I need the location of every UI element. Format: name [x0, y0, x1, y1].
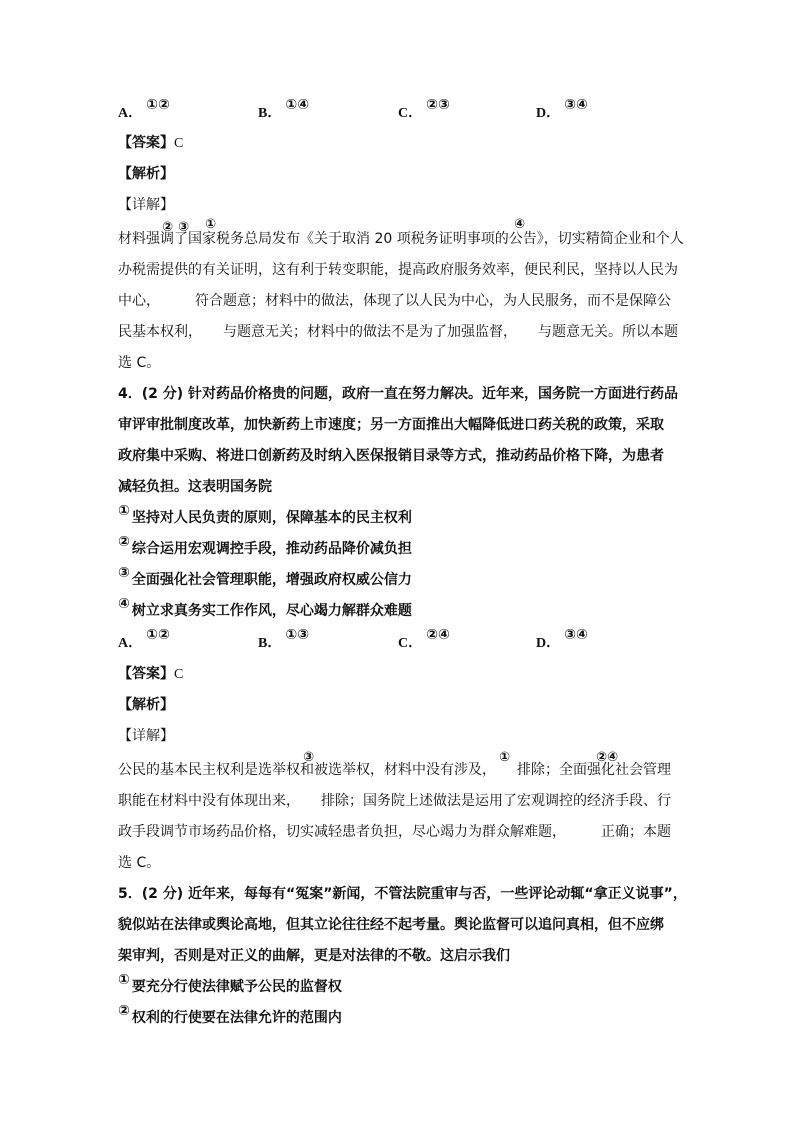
statement-number: ④ [118, 596, 130, 612]
answer-value: C [174, 667, 184, 682]
q5-stem-line: 5．(2 分) 近年来，每每有“冤案”新闻，不管法院重审与否，一些评论动辄“拿正义说事”， [118, 886, 687, 902]
q3-mark-4: ④ [514, 217, 526, 232]
q4-stem-line: 减轻负担。这表明国务院 [118, 479, 272, 495]
statement-text: 树立求真务实工作作风，尽心竭力解群众难题 [131, 603, 412, 619]
q4-detail-label: 【详解】 [118, 728, 174, 744]
option-letter: B． [258, 106, 282, 121]
q3-option-c [398, 97, 450, 124]
option-letter: D． [536, 106, 561, 121]
q4-statement-1 [118, 503, 412, 528]
option-letter: A． [118, 106, 143, 121]
statement-number: ① [118, 972, 130, 988]
q4-mark-1: ① [499, 750, 511, 765]
q4-statement-3 [118, 565, 412, 590]
q4-option-a [118, 627, 170, 654]
q3-detail-line: 民基本权利， 与题意无关；材料中的做法不是为了加强监督， 与题意无关。所以本题 [118, 324, 678, 340]
statement-number: ① [118, 503, 130, 519]
statement-number: ② [118, 1003, 130, 1019]
statement-number: ② [118, 534, 130, 550]
q3-answer [118, 133, 183, 154]
option-numbers: ②③ [426, 97, 450, 113]
q4-answer [118, 664, 183, 685]
q4-detail-line: 政手段调节市场药品价格，切实减轻患者负担，尽心竭力为群众解难题， 正确；本题 [118, 824, 671, 840]
option-numbers: ①② [146, 627, 170, 643]
statement-text: 要充分行使法律赋予公民的监督权 [131, 979, 342, 995]
q3-option-a [118, 97, 170, 124]
q4-detail-line: 选 C。 [118, 855, 161, 871]
statement-text: 坚持对人民负责的原则，保障基本的民主权利 [131, 510, 412, 526]
statement-text: 全面强化社会管理职能，增强政府权威公信力 [131, 572, 412, 588]
answer-value: C [174, 136, 184, 151]
option-numbers: ①③ [285, 627, 310, 643]
option-letter: C． [398, 106, 423, 121]
option-letter: D． [536, 636, 561, 651]
q4-mark-2-4: ②④ [596, 750, 619, 765]
q4-analysis-label: 【解析】 [118, 697, 174, 713]
option-numbers: ③④ [564, 97, 588, 113]
option-numbers: ①② [146, 97, 170, 113]
answer-label: 【答案】 [118, 135, 174, 151]
statement-text: 权利的行使要在法律允许的范围内 [131, 1010, 342, 1026]
option-numbers: ②④ [426, 627, 450, 643]
statement-number: ③ [118, 565, 130, 581]
q4-option-b [258, 627, 310, 654]
option-letter: A． [118, 636, 143, 651]
q4-detail-line: 职能在材料中没有体现出来， 排除；国务院上述做法是运用了宏观调控的经济手段、行 [118, 793, 671, 809]
q4-stem-line: 政府集中采购、将进口创新药及时纳入医保报销目录等方式，推动药品价格下降，为患者 [118, 448, 664, 464]
q3-detail-label: 【详解】 [118, 197, 174, 213]
q4-option-d [536, 627, 588, 654]
q3-mark-1: ① [205, 217, 217, 232]
q3-detail-line: 办税需提供的有关证明，这有利于转变职能，提高政府服务效率，便民利民，坚持以人民为 [118, 262, 678, 278]
q3-detail-line: 材料强调了国家税务总局发布《关于取消 20 项税务证明事项的公告》，切实精简企业和个人 [118, 231, 684, 247]
q3-detail-line: 中心， 符合题意；材料中的做法，体现了以人民为中心，为人民服务，而不是保障公 [118, 293, 671, 309]
q5-stem-line: 貌似站在法律或舆论高地，但其立论往往经不起考量。舆论监督可以追问真相，但不应绑 [118, 917, 664, 933]
q3-mark-2: ② [162, 220, 174, 235]
q3-mark-3: ③ [178, 220, 190, 235]
q4-detail-line: 公民的基本民主权利是选举权和被选举权，材料中没有涉及， 排除；全面强化社会管理 [118, 762, 671, 778]
q4-option-c [398, 627, 450, 654]
option-numbers: ①④ [285, 97, 310, 113]
statement-text: 综合运用宏观调控手段，推动药品降价减负担 [131, 541, 412, 557]
q3-option-d [536, 97, 588, 124]
q3-analysis-label: 【解析】 [118, 166, 174, 182]
q3-option-b [258, 97, 310, 124]
q5-statement-2 [118, 1003, 342, 1028]
answer-label: 【答案】 [118, 666, 174, 682]
q4-statement-2 [118, 534, 412, 559]
q5-stem-line: 架审判，否则是对正义的曲解，更是对法律的不敬。这启示我们 [118, 948, 510, 964]
q4-stem-line: 4．(2 分) 针对药品价格贵的问题，政府一直在努力解决。近年来，国务院一方面进行药品 [118, 386, 679, 402]
q4-mark-3: ③ [303, 750, 315, 765]
q5-statement-1 [118, 972, 342, 997]
option-letter: B． [258, 636, 282, 651]
option-letter: C． [398, 636, 423, 651]
q4-stem-line: 审评审批制度改革，加快新药上市速度；另一方面推出大幅降低进口药关税的政策，采取 [118, 417, 664, 433]
q4-statement-4 [118, 596, 412, 621]
q3-detail-line: 选 C。 [118, 355, 161, 371]
option-numbers: ③④ [564, 627, 588, 643]
